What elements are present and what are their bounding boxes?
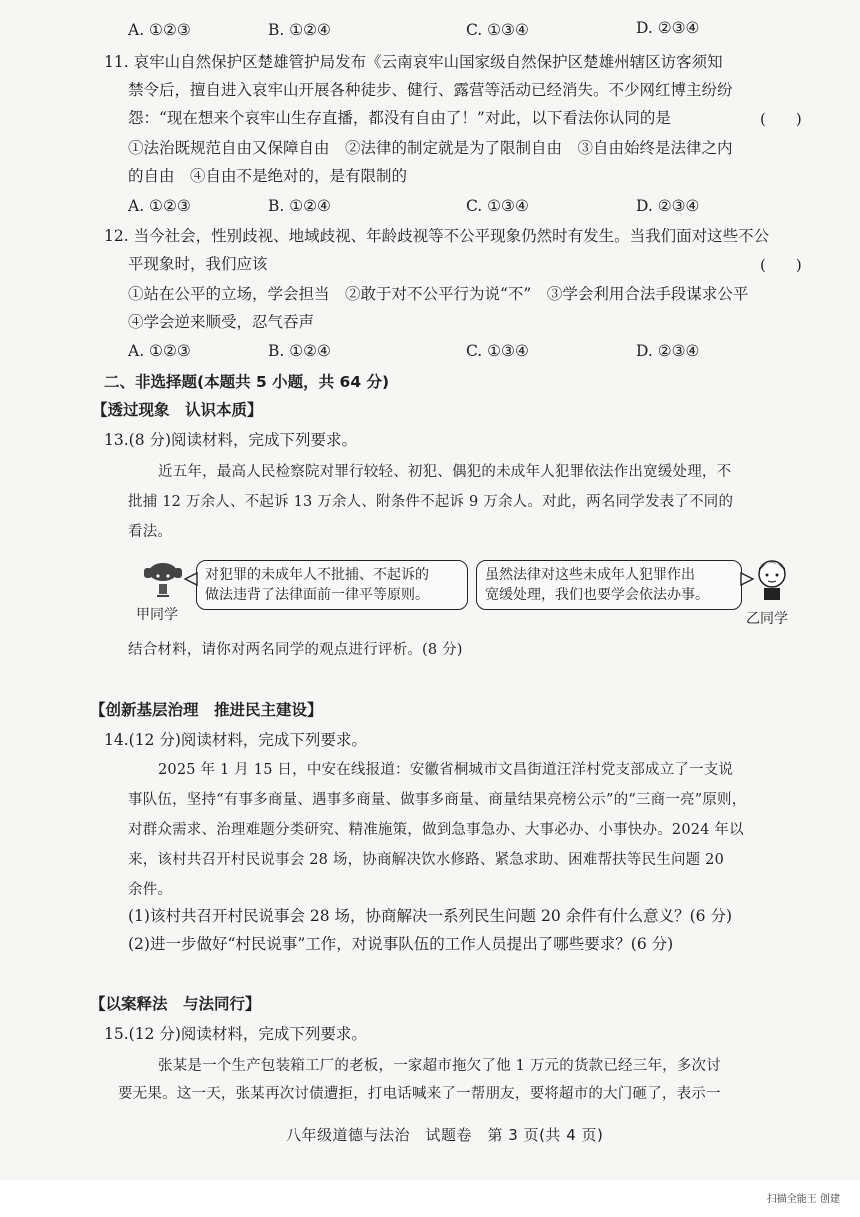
q11-line-2: 禁令后，擅自进入哀牢山开展各种徒步、健行、露营等活动已经消失。不少网红博主纷纷 <box>128 81 733 99</box>
q12-answer-bracket: ( ) <box>760 256 802 274</box>
q11-option-d: D. ②③④ <box>636 197 700 215</box>
bubble-b-line-2: 宽缓处理，我们也要学会依法办事。 <box>485 587 709 603</box>
q11-line-3: 怨：“现在想来个哀牢山生存直播，都没有自由了！”对此，以下看法你认同的是 <box>128 109 671 127</box>
bubble-a-line-2: 做法违背了法律面前一律平等原则。 <box>205 587 429 603</box>
bubble-b-line-1: 虽然法律对这些未成年人犯罪作出 <box>485 567 695 583</box>
section-2-title: 二、非选择题(本题共 5 小题，共 64 分) <box>104 373 390 391</box>
q11-option-a: A. ①②③ <box>128 197 191 215</box>
q11-answer-bracket: ( ) <box>760 110 802 128</box>
topic-heading-2: 【创新基层治理 推进民主建设】 <box>90 701 323 719</box>
q13-para-1: 近五年，最高人民检察院对罪行较轻、初犯、偶犯的未成年人犯罪依法作出宽缓处理，不 <box>158 464 732 480</box>
q14-para-1: 2025 年 1 月 15 日，中安在线报道：安徽省桐城市文昌街道汪洋村党支部成立了一支说 <box>158 762 734 778</box>
topic-heading-1: 【透过现象 认识本质】 <box>92 401 263 419</box>
q13-question: 结合材料，请你对两名同学的观点进行评析。(8 分) <box>128 642 463 658</box>
q12-option-c: C. ①③④ <box>466 342 529 360</box>
q12-option-b: B. ①②④ <box>268 342 331 360</box>
q14-subquestion-2: (2)进一步做好“村民说事”工作，对说事队伍的工作人员提出了哪些要求？(6 分) <box>128 935 674 953</box>
q13-para-2: 批捕 12 万余人、不起诉 13 万余人、附条件不起诉 9 万余人。对此，两名同学发表了不同的 <box>128 494 734 510</box>
student-b-label: 乙同学 <box>746 611 788 627</box>
student-b-avatar-icon <box>752 556 792 602</box>
q13-para-3: 看法。 <box>128 524 173 540</box>
bubble-a-line-1: 对犯罪的未成年人不批捕、不起诉的 <box>205 567 429 583</box>
q10-option-d: D. ②③④ <box>636 19 700 37</box>
q15-para-1: 张某是一个生产包装箱工厂的老板，一家超市拖欠了他 1 万元的货款已经三年，多次讨 <box>158 1058 721 1074</box>
q14-subquestion-1: (1)该村共召开村民说事会 28 场，协商解决一系列民生问题 20 余件有什么意义？(6 分) <box>128 907 732 925</box>
student-a-avatar-icon <box>140 556 186 602</box>
q11-line-1: 11. 哀牢山自然保护区楚雄管护局发布《云南哀牢山国家级自然保护区楚雄州辖区访客须知 <box>104 53 723 71</box>
q13-title: 13.(8 分)阅读材料，完成下列要求。 <box>104 431 358 449</box>
q14-para-5: 余件。 <box>128 882 173 898</box>
q15-title: 15.(12 分)阅读材料，完成下列要求。 <box>104 1025 367 1043</box>
q11-option-b: B. ①②④ <box>268 197 331 215</box>
topic-heading-3: 【以案释法 与法同行】 <box>90 995 261 1013</box>
bubble-a-tail <box>184 572 198 586</box>
q12-option-d: D. ②③④ <box>636 342 700 360</box>
page-footer: 八年级道德与法治 试题卷 第 3 页(共 4 页) <box>286 1126 604 1144</box>
q12-line-1: 12. 当今社会，性别歧视、地域歧视、年龄歧视等不公平现象仍然时有发生。当我们面对这些不公 <box>104 227 770 245</box>
q12-option-a: A. ①②③ <box>128 342 191 360</box>
q11-line-5: 的自由 ④自由不是绝对的，是有限制的 <box>128 167 408 185</box>
student-a-label: 甲同学 <box>136 607 178 623</box>
student-b-speech-bubble <box>476 560 742 610</box>
q10-option-c: C. ①③④ <box>466 21 529 39</box>
student-a-speech-bubble <box>196 560 468 610</box>
q14-title: 14.(12 分)阅读材料，完成下列要求。 <box>104 731 367 749</box>
q14-para-2: 事队伍，坚持“有事多商量、遇事多商量、做事多商量、商量结果亮榜公示”的“三商一亮”原则， <box>128 792 747 808</box>
q14-para-3: 对群众需求、治理难题分类研究、精准施策，做到急事急办、大事必办、小事快办。2024 年以 <box>128 822 744 838</box>
q12-line-2: 平现象时，我们应该 <box>128 255 268 273</box>
q11-line-4: ①法治既规范自由又保障自由 ②法律的制定就是为了限制自由 ③自由始终是法律之内 <box>128 139 733 157</box>
q12-line-3: ①站在公平的立场，学会担当 ②敢于对不公平行为说“不” ③学会利用合法手段谋求公平 <box>128 285 749 303</box>
q10-option-a: A. ①②③ <box>128 21 191 39</box>
q11-option-c: C. ①③④ <box>466 197 529 215</box>
scanner-watermark: 扫描全能王 创建 <box>766 1194 840 1205</box>
q10-option-b: B. ①②④ <box>268 21 331 39</box>
q12-line-4: ④学会逆来顺受，忍气吞声 <box>128 313 315 331</box>
q15-para-2: 要无果。这一天，张某再次讨债遭拒，打电话喊来了一帮朋友，要将超市的大门砸了，表示一 <box>118 1086 721 1102</box>
q14-para-4: 来，该村共召开村民说事会 28 场，协商解决饮水修路、紧急求助、困难帮扶等民生问题 20 <box>128 852 725 868</box>
